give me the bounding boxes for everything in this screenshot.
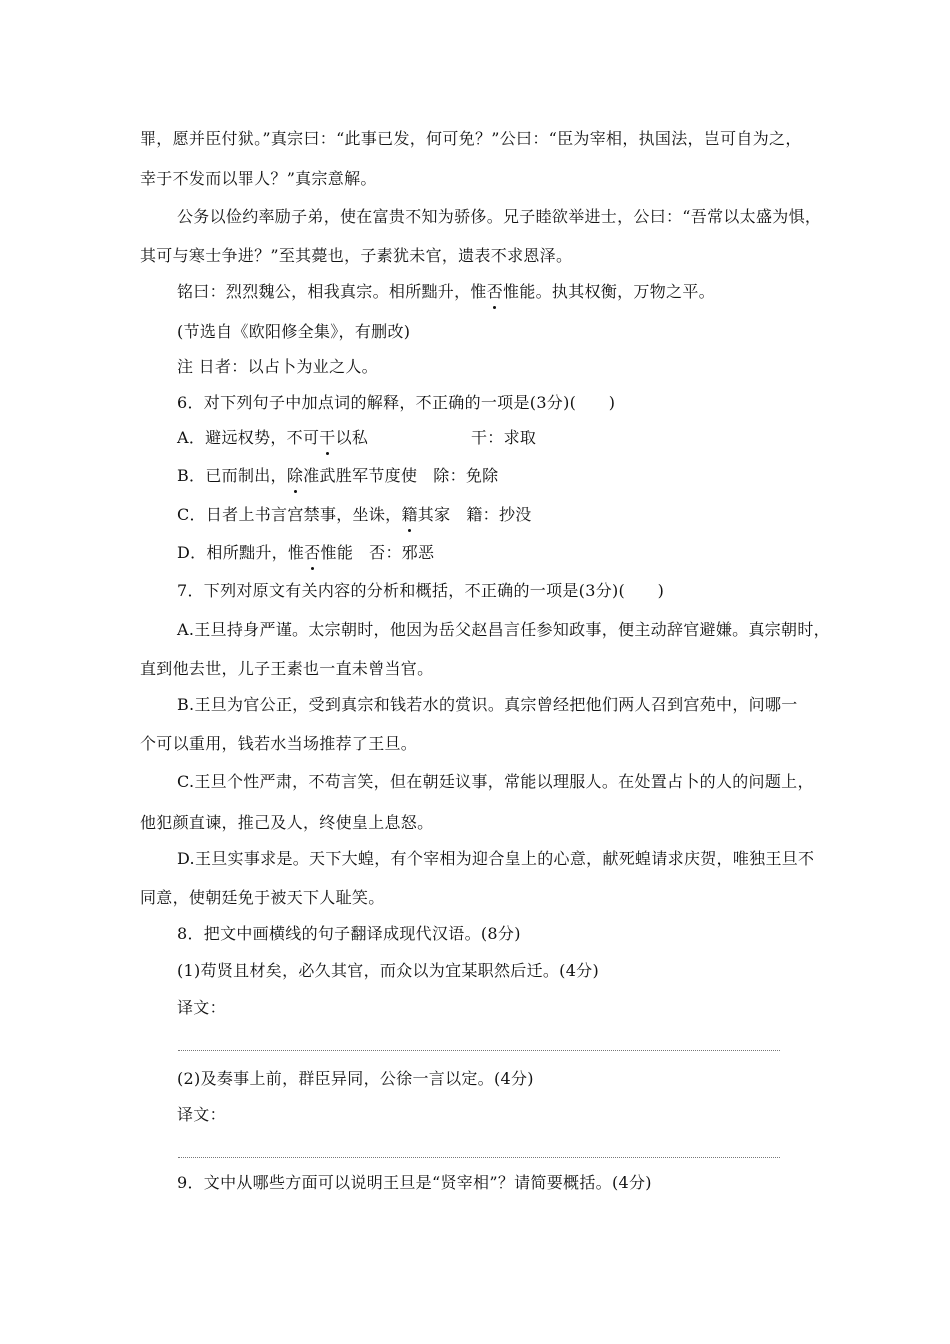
inscription-line (177, 281, 820, 303)
q8-answer-label-2: 译文： (177, 1105, 226, 1124)
q8-answer-line-2[interactable] (178, 1157, 780, 1158)
q6-option-a (177, 427, 820, 449)
q6-a-dotted-char: 干 (319, 428, 336, 447)
q7-option-c-line-2: 他犯颜直谏，推己及人，终使皇上息怒。 (140, 813, 434, 832)
q6-b-pre: B．已而制出， (177, 466, 287, 485)
q6-option-c (177, 504, 820, 526)
q6-option-b (177, 465, 820, 487)
q6-option-a-sentence (177, 427, 471, 449)
q7-option-a-line-2: 直到他去世，儿子王素也一直未曾当官。 (140, 659, 434, 678)
q9-stem: 9．文中从哪些方面可以说明王旦是“贤宰相”？请简要概括。(4分) (177, 1173, 652, 1192)
passage-line-2: 幸于不发而以罪人？”真宗意解。 (140, 169, 377, 188)
passage-line-1: 罪，愿并臣付狱。”真宗曰：“此事已发，何可免？”公曰：“臣为宰相，执国法，岂可自为之， (140, 129, 802, 148)
q8-sentence-1: (1)苟贤且材矣，必久其官，而众以为宜某职然后迁。(4分) (177, 961, 600, 980)
q6-a-post: 以私 (335, 428, 369, 447)
q6-c-pre: C．日者上书言宫禁事，坐诛， (177, 505, 402, 524)
q6-option-b-sentence (177, 466, 417, 485)
q7-stem: 7．下列对原文有关内容的分析和概括，不正确的一项是(3分)( ) (177, 581, 665, 600)
q7-option-d-line-1: D.王旦实事求是。天下大蝗，有个宰相为迎合皇上的心意，献死蝗请求庆贺，唯独王旦不 (177, 849, 815, 868)
inscription-post: 惟能。执其权衡，万物之平。 (503, 282, 715, 301)
q6-c-dotted-char: 籍 (401, 505, 418, 524)
q6-d-dotted-char: 否 (304, 543, 321, 562)
q8-answer-label-1: 译文： (177, 998, 226, 1017)
passage-line-4: 其可与寒士争进？”至其薨也，子素犹未官，遗表不求恩泽。 (140, 246, 573, 265)
q6-option-a-gloss: 干：求取 (471, 428, 537, 447)
q6-option-d-gloss: 否：邪恶 (369, 543, 435, 562)
q6-option-d-sentence (177, 543, 353, 562)
inscription-pre: 铭曰：烈烈魏公，相我真宗。相所黜升，惟 (177, 282, 487, 301)
q7-option-c-line-1: C.王旦个性严肃，不苟言笑，但在朝廷议事，常能以理服人。在处置占卜的人的问题上， (177, 772, 814, 791)
q6-d-pre: D．相所黜升，惟 (177, 543, 305, 562)
q7-option-d-line-2: 同意，使朝廷免于被天下人耻笑。 (140, 888, 385, 907)
q8-sentence-2: (2)及奏事上前，群臣异同，公徐一言以定。(4分) (177, 1069, 534, 1088)
q6-a-pre: A．避远权势，不可 (177, 428, 320, 447)
q6-d-post: 惟能 (320, 543, 354, 562)
q8-stem: 8．把文中画横线的句子翻译成现代汉语。(8分) (177, 924, 521, 943)
q6-option-b-gloss: 除：免除 (433, 466, 499, 485)
q7-option-b-line-2: 个可以重用，钱若水当场推荐了王旦。 (140, 734, 418, 753)
annotation-note: 注 日者：以占卜为业之人。 (177, 357, 378, 376)
q6-option-c-sentence (177, 505, 450, 524)
q6-b-post: 准武胜军节度使 (303, 466, 418, 485)
q7-option-b-line-1: B.王旦为官公正，受到真宗和钱若水的赏识。真宗曾经把他们两人召到宫苑中，问哪一 (177, 695, 798, 714)
q6-option-d (177, 542, 820, 564)
q6-c-post: 其家 (417, 505, 451, 524)
q6-option-c-gloss: 籍：抄没 (466, 505, 532, 524)
inscription-dotted-char: 否 (486, 282, 504, 301)
q8-answer-line-1[interactable] (178, 1050, 780, 1051)
q6-b-dotted-char: 除 (286, 466, 304, 485)
q7-option-a-line-1: A.王旦持身严谨。太宗朝时，他因为岳父赵昌言任参知政事，便主动辞官避嫌。真宗朝时， (177, 620, 830, 639)
q6-stem: 6．对下列句子中加点词的解释，不正确的一项是(3分)( ) (177, 393, 616, 412)
source-citation: (节选自《欧阳修全集》，有删改) (177, 322, 411, 341)
passage-line-3: 公务以俭约率励子弟，使在富贵不知为骄侈。兄子睦欲举进士，公曰：“吾常以太盛为惧， (177, 207, 822, 226)
